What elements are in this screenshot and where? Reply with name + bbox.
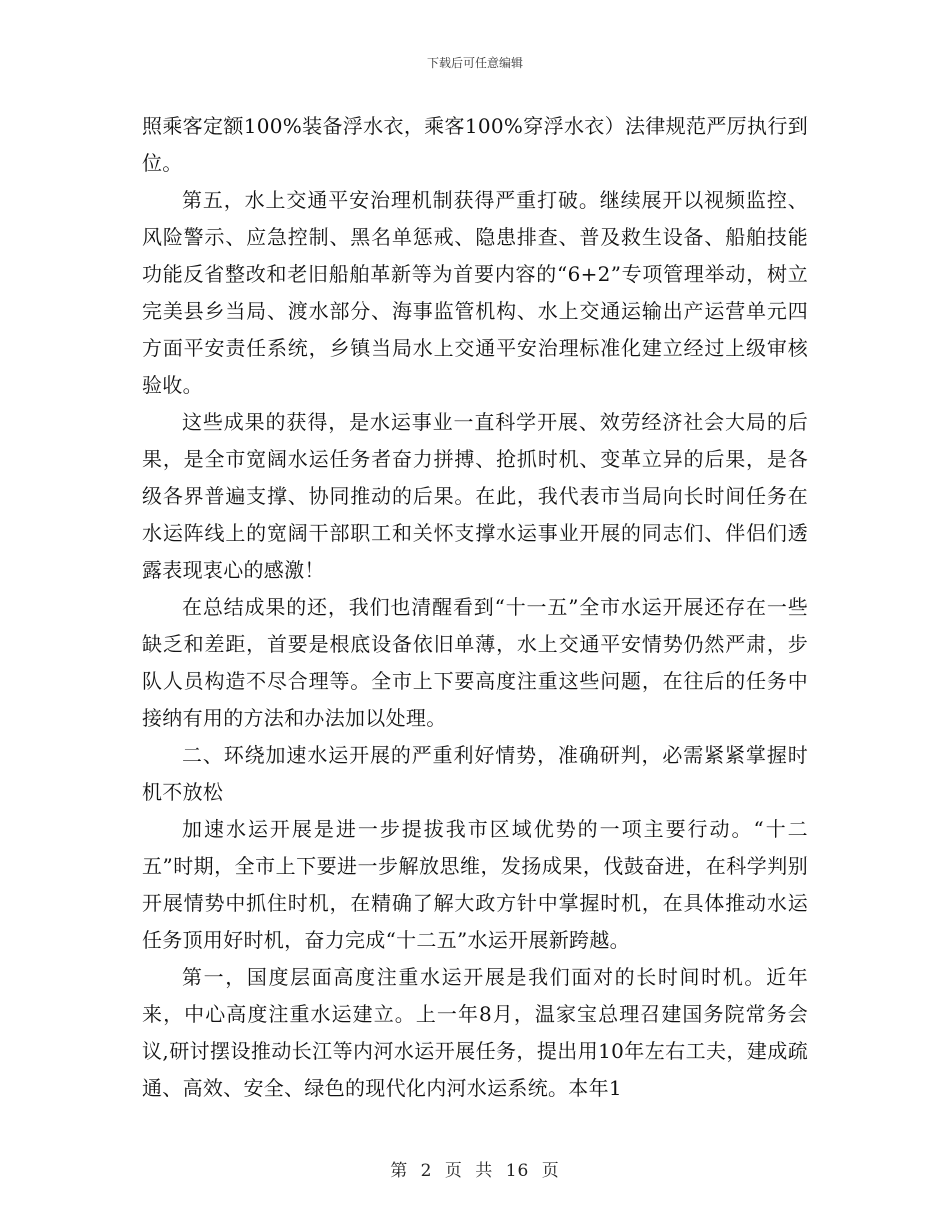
section-heading: 二、环绕加速水运开展的严重利好情势，准确研判，必需紧紧掌握时机不放松 [142, 743, 808, 804]
footer-page-word: 页 [444, 1161, 463, 1181]
paragraph: 这些成果的获得，是水运事业一直科学开展、效劳经济社会大局的后果，是全市宽阔水运任务者奋力拼搏、抢抓时机、变革立异的后果，是各级各界普遍支撑、协同推动的后果。在此，我代表市当局向长时间任务在水运阵线上的宽阔干部职工和关怀支撑水运事业开展的同志们、伴侣们透露表现衷心的感激！ [142, 410, 808, 582]
paragraph: 第一，国度层面高度注重水运开展是我们面对的长时间时机。近年来，中心高度注重水运建立。上一年8月，温家宝总理召建国务院常务会议,研讨摆设推动长江等内河水运开展任务，提出用10年左右工夫，建成疏通、高效、安全、绿色的现代化内河水运系统。本年1 [142, 965, 808, 1100]
footer-total-word: 共 [475, 1161, 494, 1181]
footer-page-number: 2 [420, 1161, 433, 1181]
page-header: 下载后可任意编辑 [426, 56, 523, 70]
paragraph-continued: 照乘客定额100%装备浮水衣，乘客100%穿浮水衣）法律规范严厉执行到位。 [142, 114, 808, 175]
paragraph: 加速水运开展是进一步提拔我市区域优势的一项主要行动。“十二五”时期，全市上下要进一步解放思维，发扬成果，伐鼓奋进，在科学判别开展情势中抓住时机，在精确了解大政方针中掌握时机，在具体推动水运任务顶用好时机，奋力完成“十二五”水运开展新跨越。 [142, 817, 808, 952]
footer-prefix: 第 [390, 1161, 409, 1181]
footer-total-pages: 16 [505, 1161, 530, 1181]
document-body [142, 108, 808, 1107]
page-footer [0, 1156, 950, 1181]
paragraph: 在总结成果的还，我们也清醒看到“十一五”全市水运开展还存在一些缺乏和差距，首要是根底设备依旧单薄，水上交通平安情势仍然严肃，步队人员构造不尽合理等。全市上下要高度注重这些问题，在往后的任务中接纳有用的方法和办法加以处理。 [142, 595, 808, 730]
footer-suffix: 页 [541, 1161, 560, 1181]
paragraph: 第五，水上交通平安治理机制获得严重打破。继续展开以视频监控、风险警示、应急控制、黑名单惩戒、隐患排查、普及救生设备、船舶技能功能反省整改和老旧船舶革新等为首要内容的“6+2”专项管理举动，树立完美县乡当局、渡水部分、海事监管机构、水上交通运输出产运营单元四方面平安责任系统，乡镇当局水上交通平安治理标准化建立经过上级审核验收。 [142, 188, 808, 397]
